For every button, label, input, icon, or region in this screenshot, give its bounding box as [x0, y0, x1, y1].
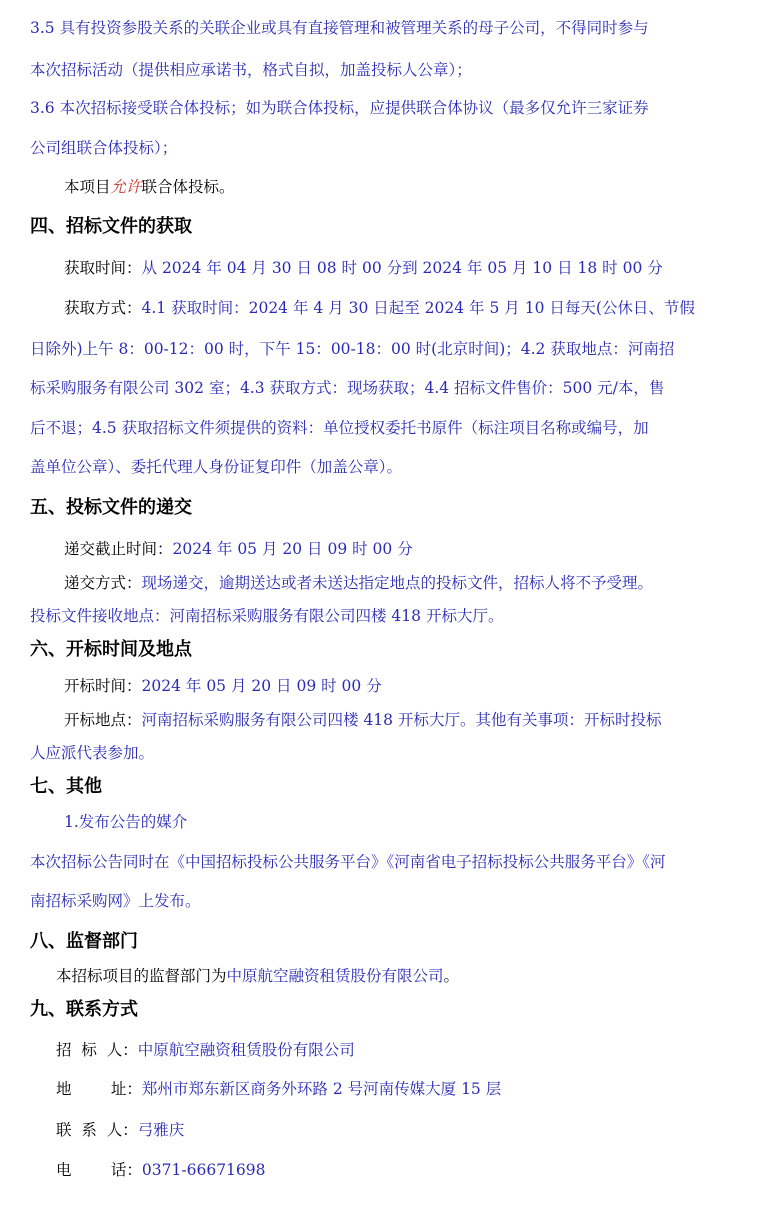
supervision-department: 中原航空融资租赁股份有限公司 — [226, 967, 444, 985]
tenderer-label: 招 标 人： — [56, 1041, 138, 1059]
consortium-statement — [64, 177, 235, 197]
contact-address — [56, 1079, 501, 1099]
media-line1: 本次招标公告同时在《中国招标投标公共服务平台》《河南省电子招标投标公共服务平台》《河 — [30, 853, 666, 871]
clause-3-5-line1: 3.5 具有投资参股关系的关联企业或具有直接管理和被管理关系的母子公司，不得同时参与 — [30, 19, 649, 37]
section-8-heading: 八、监督部门 — [30, 931, 138, 952]
opening-place-line2: 人应派代表参加。 — [30, 744, 155, 762]
acquisition-method-line3: 标采购服务有限公司 302 室；4.3 获取方式：现场获取；4.4 招标文件售价：500 元/本，售 — [30, 379, 665, 397]
opening-time-label: 开标时间： — [64, 677, 142, 695]
clause-3-6-line2: 公司组联合体投标）； — [30, 139, 178, 157]
contact-tenderer — [56, 1040, 355, 1060]
submission-method-text: 现场递交，逾期送达或者未送达指定地点的投标文件，招标人将不予受理。 — [141, 574, 654, 592]
section-5-heading: 五、投标文件的递交 — [30, 497, 192, 518]
opening-place-label: 开标地点： — [64, 711, 142, 729]
acquisition-time — [64, 258, 663, 278]
acquisition-method-line2: 日除外)上午 8：00-12：00 时，下午 15：00-18：00 时(北京时间)；4.2 获取地点：河南招 — [30, 340, 675, 358]
submission-location: 投标文件接收地点：河南招标采购服务有限公司四楼 418 开标大厅。 — [30, 607, 504, 625]
acquisition-method-line1 — [64, 298, 695, 318]
acquisition-time-label: 获取时间： — [64, 259, 142, 277]
acquisition-method-text: 4.1 获取时间：2024 年 4 月 30 日起至 2024 年 5 月 10 日每天(公休日、节假 — [141, 299, 695, 317]
section-9-heading: 九、联系方式 — [30, 999, 138, 1020]
consortium-suffix: 联合体投标。 — [141, 178, 235, 196]
contact-label: 联 系 人： — [56, 1121, 138, 1139]
clause-3-5-line2: 本次招标活动（提供相应承诺书，格式自拟，加盖投标人公章）； — [30, 61, 472, 79]
contact-value: 弓雅庆 — [137, 1121, 185, 1139]
contact-phone — [56, 1160, 266, 1180]
media-item-1: 1.发布公告的媒介 — [64, 813, 188, 831]
submission-method-label: 递交方式： — [64, 574, 142, 592]
submission-method — [64, 573, 653, 593]
phone-label: 电 话： — [56, 1161, 142, 1179]
acquisition-time-value: 从 2024 年 04 月 30 日 08 时 00 分到 2024 年 05 月 10 日 18 时 00 分 — [141, 259, 663, 277]
section-6-heading: 六、开标时间及地点 — [30, 639, 192, 660]
tenderer-value: 中原航空融资租赁股份有限公司 — [137, 1041, 355, 1059]
section-4-heading: 四、招标文件的获取 — [30, 216, 192, 237]
clause-3-6-line1: 3.6 本次招标接受联合体投标；如为联合体投标，应提供联合体协议（最多仅允许三家证券 — [30, 99, 649, 117]
phone-value: 0371-66671698 — [141, 1161, 266, 1179]
section-7-heading: 七、其他 — [30, 776, 102, 797]
supervision-prefix: 本招标项目的监督部门为 — [56, 967, 227, 985]
acquisition-method-line5: 盖单位公章）、委托代理人身份证复印件（加盖公章）。 — [30, 458, 403, 476]
opening-time — [64, 676, 382, 696]
opening-place — [64, 710, 661, 730]
opening-time-value: 2024 年 05 月 20 日 09 时 00 分 — [141, 677, 382, 695]
address-label: 地 址： — [56, 1080, 142, 1098]
acquisition-method-label: 获取方式： — [64, 299, 142, 317]
opening-place-text: 河南招标采购服务有限公司四楼 418 开标大厅。其他有关事项：开标时投标 — [141, 711, 662, 729]
supervision-suffix: 。 — [443, 967, 460, 985]
submission-deadline-value: 2024 年 05 月 20 日 09 时 00 分 — [172, 540, 413, 558]
submission-deadline — [64, 539, 413, 559]
consortium-emphasis: 允许 — [110, 178, 142, 196]
consortium-prefix: 本项目 — [64, 178, 111, 196]
acquisition-method-line4: 后不退；4.5 获取招标文件须提供的资料：单位授权委托书原件（标注项目名称或编号，加 — [30, 419, 649, 437]
media-line2: 南招标采购网》上发布。 — [30, 892, 201, 910]
submission-deadline-label: 递交截止时间： — [64, 540, 173, 558]
address-value: 郑州市郑东新区商务外环路 2 号河南传媒大厦 15 层 — [141, 1080, 502, 1098]
supervision-text — [56, 966, 459, 986]
contact-person — [56, 1120, 184, 1140]
